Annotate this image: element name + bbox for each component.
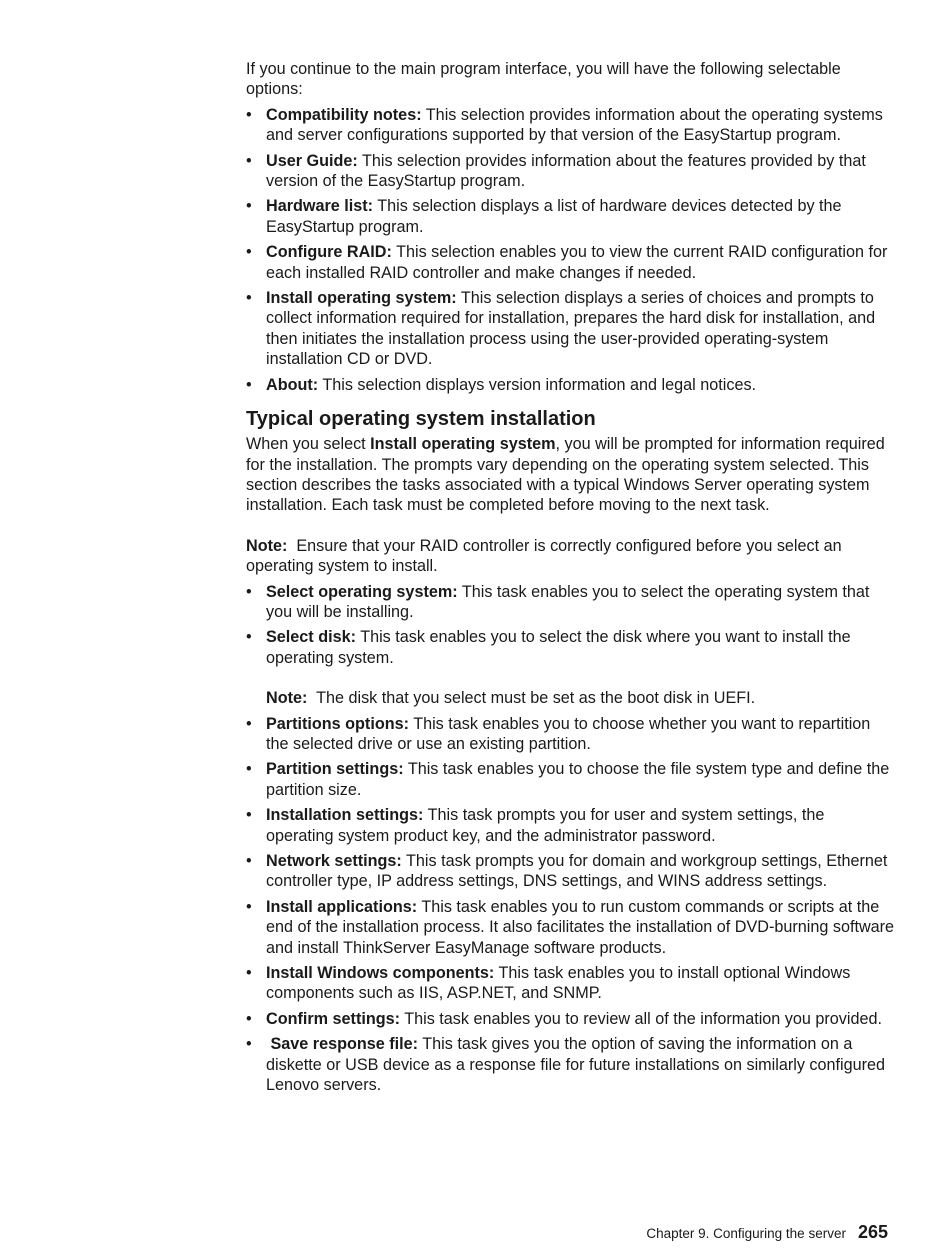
- list-item: [246, 897, 896, 958]
- item-term: Install operating system:: [266, 289, 457, 308]
- item-term: User Guide:: [266, 151, 358, 170]
- item-text: This task prompts you for domain and workgroup settings, Ethernet controller type, IP address settings, DNS settings, and WINS address settings.: [266, 852, 888, 891]
- list-item: [246, 714, 896, 755]
- page-content: [246, 59, 896, 1100]
- list-item: [246, 196, 896, 237]
- item-term: About:: [266, 375, 319, 394]
- item-text: This selection enables you to view the current RAID configuration for each installed RAID controller and make changes if needed.: [266, 243, 888, 282]
- item-text: This selection provides information about the operating systems and server configurations supported by that version of the EasyStartup program.: [266, 105, 883, 145]
- para-post: , you will be prompted for information required for the installation. The prompts vary depending on the operating system selected. This section describes the tasks associated with a typical Windows Server operating system installation. Each task must be completed before moving to the next task.: [246, 435, 885, 515]
- bullet: •: [246, 1035, 252, 1054]
- list-item: [246, 805, 896, 846]
- bullet: •: [246, 964, 252, 983]
- list-item: [246, 242, 896, 283]
- bullet: •: [246, 243, 252, 262]
- bullet: •: [246, 151, 252, 170]
- item-text: This task enables you to select the disk where you want to install the operating system.: [266, 628, 851, 667]
- list-item: [246, 375, 896, 395]
- item-text: This task enables you to run custom commands or scripts at the end of the installation process. It also facilitates the installation of DVD-burning software and install ThinkServer EasyManage software products.: [266, 897, 895, 957]
- section-heading: Typical operating system installation: [246, 408, 596, 431]
- bullet: •: [246, 375, 252, 394]
- item-text: This selection displays a series of choices and prompts to collect information required for installation, prepares the hard disk for installation, and then initiates the installation process using the user-provided operating-system installation CD or DVD.: [266, 289, 876, 369]
- bullet: •: [246, 806, 252, 825]
- intro-paragraph: If you continue to the main program interface, you will have the following selectable options:: [246, 60, 841, 99]
- item-term: Confirm settings:: [266, 1009, 400, 1028]
- item-text: This task gives you the option of saving the information on a diskette or USB device as a response file for future installations on similarly configured Lenovo servers.: [266, 1035, 886, 1095]
- note-label: Note:: [246, 536, 288, 555]
- sub-note-label: Note:: [266, 689, 308, 708]
- page-footer: [646, 1222, 888, 1244]
- sub-note-text: The disk that you select must be set as the boot disk in UEFI.: [307, 689, 756, 708]
- item-text: This task enables you to install optional Windows components such as IIS, ASP.NET, and SNMP.: [266, 964, 851, 1003]
- item-text: This selection provides information about the features provided by that version of the EasyStartup program.: [266, 151, 866, 191]
- list-item: [246, 851, 896, 892]
- list-item: [246, 288, 896, 370]
- tasks-list: [246, 582, 896, 1096]
- list-item: [246, 1034, 896, 1095]
- bullet: •: [246, 760, 252, 779]
- list-item: [246, 151, 896, 192]
- note-text: Ensure that your RAID controller is correctly configured before you select an operating system to install.: [246, 536, 847, 576]
- note-paragraph: [246, 536, 896, 577]
- item-term: Configure RAID:: [266, 243, 392, 262]
- list-item: [246, 1009, 896, 1029]
- options-list: [246, 105, 896, 395]
- section-paragraph: [246, 434, 896, 516]
- bullet: •: [246, 897, 252, 916]
- list-item: [246, 627, 896, 708]
- list-item: [246, 105, 896, 146]
- item-term: Network settings:: [266, 852, 402, 870]
- item-term: Install Windows components:: [266, 964, 495, 983]
- item-text: This task enables you to review all of the information you provided.: [400, 1009, 882, 1028]
- bullet: •: [246, 197, 252, 216]
- item-term: Select operating system:: [266, 582, 458, 601]
- item-term: Installation settings:: [266, 806, 424, 825]
- list-item: [246, 963, 896, 1004]
- item-text: This task enables you to select the operating system that you will be installing.: [266, 582, 870, 621]
- list-item: [246, 582, 896, 623]
- para-bold: Install operating system: [370, 435, 556, 454]
- item-term: Install applications:: [266, 897, 418, 916]
- item-term: Partition settings:: [266, 760, 404, 779]
- item-term: Hardware list:: [266, 197, 374, 216]
- item-term: Compatibility notes:: [266, 105, 422, 124]
- item-term: Save response file:: [266, 1035, 419, 1054]
- bullet: •: [246, 289, 252, 308]
- footer-chapter: Chapter 9. Configuring the server: [646, 1226, 846, 1241]
- item-text: This selection displays version information and legal notices.: [318, 375, 757, 394]
- bullet: •: [246, 714, 252, 733]
- bullet: •: [246, 628, 252, 647]
- item-text: This task enables you to choose the file system type and define the partition size.: [266, 760, 890, 799]
- item-term: Select disk:: [266, 628, 356, 647]
- list-item: [246, 759, 896, 800]
- bullet: •: [246, 852, 252, 870]
- para-pre: When you select: [246, 435, 371, 454]
- bullet: •: [246, 105, 252, 124]
- item-text: This task prompts you for user and system settings, the operating system product key, and the administrator password.: [266, 806, 825, 845]
- sub-note: [266, 688, 896, 708]
- item-text: This task enables you to choose whether you want to repartition the selected drive or use an existing partition.: [266, 714, 871, 753]
- bullet: •: [246, 1009, 252, 1028]
- item-term: Partitions options:: [266, 714, 409, 733]
- item-text: This selection displays a list of hardware devices detected by the EasyStartup program.: [266, 197, 842, 236]
- page-number: 265: [857, 1222, 888, 1242]
- bullet: •: [246, 582, 252, 601]
